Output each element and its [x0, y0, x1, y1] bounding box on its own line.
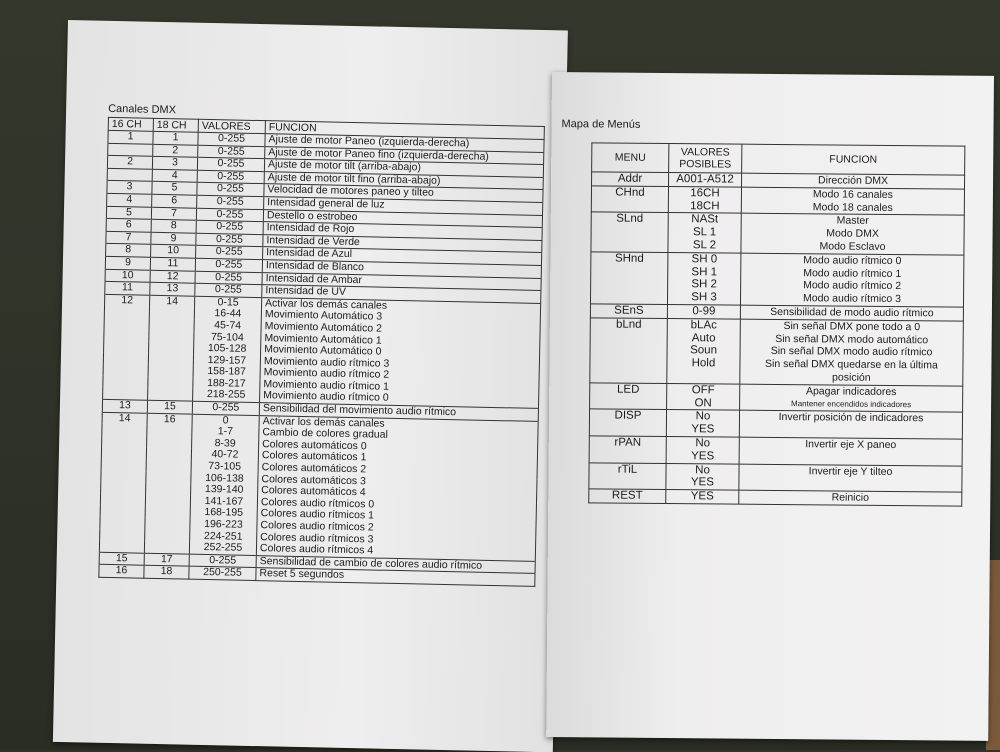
- menu-row: [589, 489, 962, 506]
- possible-value: YES: [691, 423, 715, 436]
- channel-18ch-cell: [149, 307, 194, 320]
- possible-value: No: [695, 410, 711, 423]
- value-range-cell: 45-74: [194, 320, 261, 333]
- possible-values-cell: [666, 436, 739, 463]
- channel-16ch-cell: [104, 329, 149, 342]
- value-range-cell: 40-72: [191, 449, 258, 462]
- function-cell: Intensidad de Blanco: [262, 260, 541, 278]
- channel-18ch-cell: [149, 319, 194, 332]
- channel-18ch-cell: [147, 437, 192, 450]
- menu-code: SLnd: [616, 212, 644, 226]
- value-range-cell: 0-255: [198, 145, 265, 159]
- channel-16ch-cell: 4: [107, 193, 152, 207]
- possible-value: YES: [691, 449, 715, 463]
- function-cell: Activar los demás canales: [261, 297, 540, 315]
- channel-16ch-cell: [104, 306, 149, 319]
- value-range-cell: 141-167: [190, 495, 257, 508]
- menu-row: [590, 318, 964, 386]
- channel-18ch-cell: [149, 330, 194, 343]
- menu-row: [589, 409, 962, 439]
- possible-values-cell: [668, 213, 741, 253]
- value-range-cell: 16-44: [194, 308, 261, 321]
- value-range-cell: 75-104: [194, 331, 261, 344]
- function-cell: Sensibilidad del movimiento audio rítmico: [259, 403, 538, 421]
- menu-header-row: [592, 143, 965, 175]
- menu-code-cell: [589, 462, 666, 489]
- left-page: [53, 20, 568, 752]
- value-range-cell: 0-255: [197, 195, 264, 209]
- channel-16ch-cell: [103, 353, 148, 366]
- function-text: Sensibilidad de modo audio rítmico: [770, 305, 934, 320]
- channel-16ch-cell: 11: [105, 281, 150, 295]
- channel-16ch-cell: 6: [106, 219, 151, 233]
- possible-values-cell: [669, 173, 742, 187]
- channel-18ch-cell: [145, 506, 190, 519]
- channel-18ch-cell: 6: [152, 194, 197, 208]
- header-menu: MENU: [592, 143, 669, 173]
- possible-values-cell: [667, 383, 740, 410]
- menu-code: SHnd: [614, 252, 644, 265]
- channel-18ch-cell: [146, 483, 191, 496]
- function-text: Sin señal DMX pone todo a 0: [783, 319, 921, 333]
- dmx-channels-table: [98, 117, 545, 587]
- function-cell: Ajuste de motor tilt (arriba-abajo): [264, 159, 543, 177]
- possible-value: SH 0: [691, 253, 718, 266]
- function-cell: Velocidad de motores paneo y tilteo: [264, 184, 543, 202]
- menu-code-cell: [590, 304, 667, 318]
- header-function: FUNCION: [265, 121, 544, 140]
- channel-18ch-cell: [145, 518, 190, 531]
- value-range-cell: 0-255: [195, 271, 262, 285]
- menu-map-table: [588, 142, 965, 506]
- possible-values-cell: [667, 252, 740, 305]
- possible-value: YES: [690, 490, 714, 503]
- possible-values-cell: [668, 186, 741, 213]
- function-cell: Movimiento Automático 1: [261, 333, 540, 350]
- channel-16ch-cell: [107, 168, 152, 182]
- channel-16ch-cell: 9: [105, 256, 150, 270]
- value-range-cell: 73-105: [191, 461, 258, 474]
- possible-value: YES: [690, 476, 714, 489]
- value-range-cell: 0-255: [195, 258, 262, 272]
- header-18ch: 18 CH: [153, 118, 198, 132]
- possible-values-cell: [667, 304, 740, 318]
- channel-18ch-cell: 15: [147, 400, 192, 414]
- channel-16ch-cell: [102, 424, 147, 437]
- channel-16ch-cell: [100, 528, 145, 541]
- channel-18ch-cell: 2: [153, 144, 198, 158]
- channel-18ch-cell: 16: [147, 413, 192, 426]
- value-range-cell: 196-223: [190, 519, 257, 532]
- function-text: [742, 477, 958, 492]
- function-cell: Colores automáticos 4: [258, 485, 537, 502]
- channel-18ch-cell: 3: [152, 156, 197, 170]
- possible-value: 0-99: [692, 305, 716, 318]
- function-cell: Colores automáticos 3: [258, 474, 537, 491]
- function-text: Dirección DMX: [817, 174, 889, 187]
- function-cell: Destello o estrobeo: [263, 209, 542, 227]
- value-range-cell: 1-7: [192, 426, 259, 439]
- function-text: Invertir eje X paneo: [805, 438, 897, 451]
- possible-value: SH 1: [691, 265, 718, 279]
- channel-16ch-cell: 12: [105, 294, 150, 307]
- function-text: Reinicio: [831, 491, 870, 504]
- function-cell: Movimiento Automático 3: [261, 309, 540, 326]
- value-range-cell: 0-255: [197, 170, 264, 184]
- function-text: posición: [832, 371, 871, 384]
- channel-16ch-cell: 14: [102, 412, 147, 425]
- value-range-cell: 106-138: [191, 472, 258, 485]
- header-possible-values: VALORES POSIBLES: [669, 144, 742, 174]
- function-cell: [741, 187, 964, 216]
- function-cell: [741, 214, 964, 255]
- channel-16ch-cell: [99, 540, 144, 553]
- channel-18ch-cell: [147, 425, 192, 438]
- channel-16ch-cell: [100, 494, 145, 507]
- possible-value: No: [695, 437, 711, 450]
- function-text: Sin señal DMX modo audio rítmico: [770, 345, 933, 359]
- function-text: Modo audio rítmico 2: [803, 279, 902, 293]
- value-range-cell: 0-255: [197, 183, 264, 197]
- function-cell: Cambio de colores gradual: [259, 427, 538, 444]
- channel-18ch-cell: [146, 471, 191, 484]
- function-text: Apagar indicadores: [805, 384, 897, 398]
- channel-18ch-cell: [146, 448, 191, 461]
- function-text: Modo 16 canales: [812, 188, 893, 201]
- value-range-cell: 0-255: [198, 132, 265, 146]
- value-range-cell: 252-255: [189, 542, 256, 555]
- channel-18ch-cell: 12: [150, 270, 195, 284]
- channel-18ch-cell: [146, 460, 191, 473]
- possible-value: 16CH: [690, 187, 720, 200]
- function-cell: Colores automáticos 1: [258, 451, 537, 468]
- channel-18ch-cell: [145, 529, 190, 542]
- value-range-cell: 0-255: [196, 233, 263, 247]
- function-cell: Colores automáticos 2: [258, 462, 537, 479]
- menu-code: LED: [616, 383, 640, 396]
- channel-18ch-cell: [145, 495, 190, 508]
- menu-row: [589, 462, 962, 492]
- function-cell: Colores audio rítmicos 4: [256, 543, 535, 561]
- value-range-cell: 0-15: [194, 296, 261, 309]
- function-cell: [740, 319, 964, 386]
- channel-16ch-cell: 15: [99, 552, 144, 566]
- channel-16ch-cell: [100, 517, 145, 530]
- value-range-cell: 0: [192, 414, 259, 427]
- value-range-cell: 218-255: [193, 389, 260, 402]
- channel-16ch-cell: 1: [108, 130, 153, 144]
- menu-code-cell: [591, 186, 668, 213]
- function-cell: Movimiento Automático 0: [261, 344, 540, 361]
- channel-16ch-cell: 16: [99, 565, 144, 579]
- function-text: Modo audio rítmico 0: [803, 253, 902, 267]
- value-range-cell: 188-217: [193, 378, 260, 391]
- channel-16ch-cell: [101, 470, 146, 483]
- menu-map-title: Mapa de Menús: [561, 118, 641, 131]
- possible-value: 18CH: [690, 199, 720, 213]
- function-cell: Ajuste de motor Paneo (izquierda-derecha): [265, 134, 544, 152]
- menu-code-cell: [589, 409, 666, 436]
- possible-values-cell: [666, 490, 739, 504]
- function-cell: [739, 490, 962, 506]
- function-cell: Colores audio rítmicos 1: [257, 508, 536, 525]
- menu-table-body: [589, 172, 965, 506]
- function-cell: [739, 437, 962, 466]
- channel-18ch-cell: 14: [150, 295, 195, 308]
- function-text: Master: [836, 214, 869, 228]
- channel-18ch-cell: 11: [150, 257, 195, 271]
- menu-code-cell: [592, 172, 669, 186]
- possible-value: NASt: [691, 213, 719, 226]
- channel-16ch-cell: [101, 459, 146, 472]
- value-range-cell: 224-251: [190, 530, 257, 543]
- possible-value: [670, 370, 736, 383]
- function-cell: Movimiento audio rítmico 0: [260, 391, 539, 409]
- menu-code: SEnS: [614, 304, 644, 317]
- dmx-channels-title: Canales DMX: [108, 102, 177, 117]
- channel-16ch-cell: 8: [106, 244, 151, 258]
- channel-16ch-cell: [108, 143, 153, 157]
- function-cell: Colores audio rítmicos 2: [257, 520, 536, 537]
- function-cell: Intensidad general de luz: [264, 197, 543, 215]
- value-range-cell: 105-128: [194, 343, 261, 356]
- function-cell: Movimiento Automático 2: [261, 321, 540, 338]
- menu-code: REST: [611, 489, 643, 502]
- value-range-cell: 0-255: [197, 157, 264, 171]
- possible-value: Hold: [691, 357, 716, 370]
- function-text: [743, 424, 959, 439]
- function-cell: Ajuste de motor Paneo fino (izquierda-derecha): [265, 146, 544, 164]
- channel-16ch-cell: [104, 318, 149, 331]
- function-cell: [739, 464, 962, 493]
- function-text: Modo DMX: [826, 227, 879, 241]
- function-text: Modo 18 canales: [812, 200, 893, 214]
- header-values: VALORES: [198, 119, 265, 133]
- channel-16ch-cell: 2: [107, 156, 152, 170]
- function-text: Modo audio rítmico 1: [803, 266, 902, 280]
- function-cell: Colores audio rítmicos 0: [257, 497, 536, 514]
- channel-18ch-cell: 8: [151, 219, 196, 233]
- channel-18ch-cell: 17: [144, 553, 189, 567]
- channel-18ch-cell: [148, 365, 193, 378]
- value-range-cell: 168-195: [190, 507, 257, 520]
- channel-18ch-cell: 9: [151, 232, 196, 246]
- function-cell: Movimiento audio rítmico 1: [260, 379, 539, 396]
- value-range-cell: 250-255: [189, 567, 256, 581]
- menu-code: rTiL: [617, 463, 638, 476]
- value-range-cell: 139-140: [191, 484, 258, 497]
- function-text: Modo Esclavo: [819, 240, 886, 253]
- channel-16ch-cell: [103, 364, 148, 377]
- menu-code: rPAN: [614, 436, 642, 449]
- function-cell: Colores audio rítmicos 3: [257, 532, 536, 549]
- possible-value: ON: [694, 396, 712, 409]
- channel-16ch-cell: [104, 341, 149, 354]
- channel-18ch-cell: 4: [152, 169, 197, 183]
- menu-row: [591, 212, 964, 255]
- function-text: Sin señal DMX modo automático: [775, 332, 929, 346]
- possible-value: bLAc: [690, 318, 717, 332]
- function-cell: [740, 305, 963, 321]
- channel-16ch-cell: 10: [105, 269, 150, 283]
- header-function: FUNCION: [742, 144, 965, 175]
- menu-code-cell: [589, 436, 666, 463]
- menu-code-cell: [591, 212, 668, 252]
- function-text: Sin señal DMX quedarse en la última: [765, 358, 938, 372]
- possible-value: A001-A512: [676, 173, 734, 186]
- menu-row: [591, 186, 964, 216]
- possible-value: SH 3: [691, 291, 717, 304]
- value-range-cell: 0-255: [189, 554, 256, 568]
- function-cell: Movimiento audio rítmico 3: [260, 356, 539, 373]
- value-range-cell: 0-255: [196, 208, 263, 222]
- function-cell: [739, 410, 962, 439]
- possible-values-cell: [666, 463, 739, 490]
- channel-18ch-cell: [149, 342, 194, 355]
- channel-18ch-cell: 13: [150, 282, 195, 296]
- channel-16ch-cell: 13: [102, 399, 147, 413]
- menu-code: Addr: [617, 172, 643, 185]
- menu-row: [590, 383, 963, 413]
- menu-code-cell: [590, 383, 667, 410]
- function-text: [743, 450, 959, 465]
- menu-row: [590, 252, 963, 307]
- possible-value: SH 2: [691, 278, 717, 291]
- channel-16ch-cell: [100, 505, 145, 518]
- possible-value: Auto: [691, 331, 716, 344]
- possible-values-cell: [666, 410, 739, 437]
- function-cell: [740, 253, 963, 307]
- function-cell: Intensidad de Azul: [263, 247, 542, 265]
- header-16ch: 16 CH: [108, 117, 153, 131]
- function-text: Mantener encendidos indicadores: [791, 398, 912, 409]
- menu-code-cell: [590, 318, 668, 384]
- channel-18ch-cell: 18: [144, 566, 189, 580]
- channel-16ch-cell: 5: [106, 206, 151, 220]
- function-cell: Colores automáticos 0: [259, 439, 538, 456]
- function-cell: Sensibilidad de cambio de colores audio rítmico: [256, 555, 535, 573]
- function-cell: Intensidad de Rojo: [263, 222, 542, 240]
- function-cell: Intensidad de Ambar: [262, 272, 541, 290]
- dmx-table-body: [99, 130, 544, 586]
- function-cell: [740, 384, 963, 413]
- channel-16ch-cell: [102, 436, 147, 449]
- function-cell: Reset 5 segundos: [256, 568, 535, 586]
- possible-value: No: [695, 463, 710, 476]
- function-text: Invertir eje Y tilteo: [808, 464, 893, 478]
- channel-18ch-cell: 7: [151, 207, 196, 221]
- right-page: [546, 72, 994, 741]
- function-text: Invertir posición de indicadores: [778, 411, 924, 425]
- channel-16ch-cell: [103, 376, 148, 389]
- possible-value: Soun: [690, 344, 718, 357]
- menu-code: CHnd: [615, 186, 645, 199]
- function-cell: Intensidad de Verde: [263, 234, 542, 252]
- value-range-cell: 0-255: [192, 401, 259, 415]
- channel-18ch-cell: [148, 353, 193, 366]
- channel-18ch-cell: [144, 541, 189, 554]
- value-range-cell: 0-255: [196, 220, 263, 234]
- value-range-cell: 129-157: [193, 354, 260, 367]
- channel-18ch-cell: 10: [151, 245, 196, 259]
- menu-code: bLnd: [615, 318, 642, 331]
- channel-16ch-cell: 7: [106, 231, 151, 245]
- channel-18ch-cell: 1: [153, 131, 198, 145]
- function-cell: Intensidad de UV: [262, 285, 541, 303]
- value-range-cell: 0-255: [196, 246, 263, 260]
- channel-16ch-cell: 3: [107, 181, 152, 195]
- channel-16ch-cell: [101, 482, 146, 495]
- channel-18ch-cell: [148, 377, 193, 390]
- menu-code: DISP: [614, 409, 642, 423]
- menu-row: [589, 436, 962, 466]
- possible-value: SL 2: [692, 239, 717, 252]
- menu-code-cell: [589, 489, 666, 503]
- possible-value: SL 1: [692, 226, 717, 239]
- value-range-cell: 158-187: [193, 366, 260, 379]
- possible-values-cell: [667, 318, 741, 384]
- channel-18ch-cell: 5: [152, 182, 197, 196]
- function-cell: Movimiento audio rítmico 2: [260, 367, 539, 384]
- menu-code-cell: [590, 252, 667, 305]
- value-range-cell: 8-39: [192, 438, 259, 451]
- channel-16ch-cell: [101, 447, 146, 460]
- function-text: Modo audio rítmico 3: [802, 292, 902, 306]
- function-cell: Activar los demás canales: [259, 415, 538, 433]
- function-cell: Ajuste de motor tilt fino (arriba-abajo): [264, 171, 543, 189]
- value-range-cell: 0-255: [195, 283, 262, 297]
- possible-value: OFF: [691, 383, 715, 397]
